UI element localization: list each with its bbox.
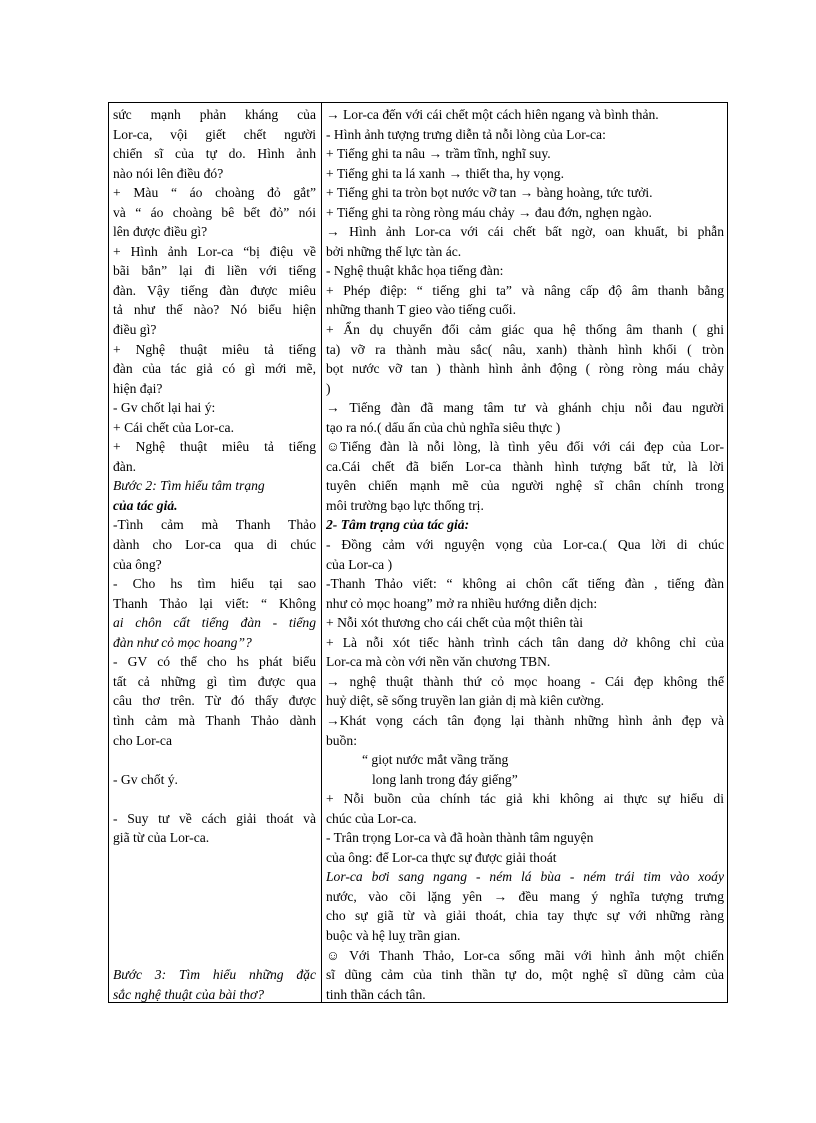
left-line xyxy=(113,926,316,946)
left-line: - Gv chốt ý. xyxy=(113,771,178,787)
left-line: chiến sĩ của tự do. Hình ảnh xyxy=(113,146,316,162)
right-line: như cỏ mọc hoang” mở ra nhiều hướng diễn dịch: xyxy=(326,595,598,611)
right-line: Lor-ca mà còn với nền văn chương TBN. xyxy=(326,654,551,670)
left-line: Bước 3: Tìm hiểu những đặc xyxy=(113,967,316,983)
right-line: ca.Cái chết đã biến Lor-ca thành hình tượng bất tử, là lời xyxy=(326,458,724,474)
left-line xyxy=(113,750,316,770)
right-line: → nghệ thuật thành thứ cỏ mọc hoang - Cái đẹp không thể xyxy=(326,673,724,689)
content-column xyxy=(326,105,724,1004)
right-line: - Trân trọng Lor-ca và đã hoàn thành tâm nguyện xyxy=(326,830,594,846)
left-line: đàn. xyxy=(113,458,137,474)
left-line: hiện đại? xyxy=(113,380,163,396)
right-line: - Đồng cảm với nguyện vọng của Lor-ca.( Qua lời di chúc xyxy=(326,537,724,553)
right-line: buộc và hệ luỵ trần gian. xyxy=(326,927,461,943)
right-line: → Tiếng đàn đã mang tâm tư và ghánh chịu nỗi đau người xyxy=(326,400,724,416)
right-line: →Khát vọng cách tân đọng lại thành những hình ảnh đẹp và xyxy=(326,712,724,728)
left-line: cho Lor-ca xyxy=(113,732,172,748)
left-line xyxy=(113,848,316,868)
right-line: tuyên chiến mạnh mẽ của người nghệ sĩ chân chính trong xyxy=(326,478,724,494)
left-line: - Cho hs tìm hiểu tại sao xyxy=(113,576,316,592)
right-line: tinh thần cách tân. xyxy=(326,986,426,1002)
right-line: + Tiếng ghi ta lá xanh → thiết tha, hy vọng. xyxy=(326,165,564,181)
left-line: của ông? xyxy=(113,556,162,572)
right-line: huỷ diệt, sẽ sống truyền lan giản dị mà kiên cường. xyxy=(326,693,605,709)
left-line: lên được điều gì? xyxy=(113,224,208,240)
left-line: + Nghệ thuật miêu tả tiếng xyxy=(113,439,316,455)
teacher-activities-column xyxy=(113,105,316,1004)
left-line: dành cho Lor-ca qua di chúc xyxy=(113,537,316,553)
right-line: -Thanh Thảo viết: “ không ai chôn cất tiếng đàn , tiếng đàn xyxy=(326,576,724,592)
right-line: ta) vỡ ra thành màu sắc( nâu, xanh) thành hình khối ( tròn xyxy=(326,341,724,357)
right-line: + Tiếng ghi ta tròn bọt nước vỡ tan → bàng hoàng, tức tưởi. xyxy=(326,185,653,201)
left-line: giã từ của Lor-ca. xyxy=(113,830,210,846)
right-line: ) xyxy=(326,380,331,396)
right-line: + Tiếng ghi ta ròng ròng máu chảy → đau đớn, nghẹn ngào. xyxy=(326,204,652,220)
left-line: + Cái chết của Lor-ca. xyxy=(113,419,234,435)
left-line: tình cảm mà Thanh Thảo dành xyxy=(113,712,316,728)
right-line: - Hình ảnh tượng trưng diễn tả nỗi lòng của Lor-ca: xyxy=(326,126,606,142)
left-line: bãi bắn” lại đi liền với tiếng xyxy=(113,263,316,279)
right-line: + Nỗi buồn của chính tác giả khi không ai thực sự hiểu di xyxy=(326,791,724,807)
right-line: bọt nước vỡ tan ) thành hình ảnh động ( ròng ròng máu chảy xyxy=(326,361,724,377)
left-line: đàn như cỏ mọc hoang”? xyxy=(113,634,252,650)
left-line: -Tình cảm mà Thanh Thảo xyxy=(113,517,316,533)
left-line: + Nghệ thuật miêu tả tiếng xyxy=(113,341,316,357)
left-line: - GV có thể cho hs phát biểu xyxy=(113,654,316,670)
left-line xyxy=(113,946,316,966)
left-line: + Hình ảnh Lor-ca “bị điệu về xyxy=(113,243,316,259)
right-line: → Lor-ca đến với cái chết một cách hiên ngang và bình thản. xyxy=(326,107,659,122)
left-line: - Gv chốt lại hai ý: xyxy=(113,400,216,416)
left-line: - Suy tư về cách giải thoát và xyxy=(113,810,316,826)
left-line: + Màu “ áo choàng đỏ gắt” xyxy=(113,185,316,201)
left-line: Lor-ca, vội giết chết người xyxy=(113,126,316,142)
right-line: “ giọt nước mắt vầng trăng xyxy=(362,752,509,768)
left-line: đàn của tác giả có gì mới mẽ, xyxy=(113,361,316,377)
right-line: + Ẩn dụ chuyển đổi cảm giác qua hệ thống âm thanh ( ghi xyxy=(326,322,724,338)
left-line: sức mạnh phản kháng của xyxy=(113,107,316,122)
right-line: chúc của Lor-ca. xyxy=(326,810,417,826)
column-divider xyxy=(321,103,322,1002)
right-line: cho sự giã từ và giải thoát, chia tay thực sự với những ràng xyxy=(326,908,724,924)
right-line: của Lor-ca ) xyxy=(326,556,393,572)
right-line: long lanh trong đáy giếng” xyxy=(372,771,518,787)
left-line: tất cả những gì tìm được qua xyxy=(113,673,316,689)
right-line: Lor-ca bơi sang ngang - ném lá bùa - ném trái tim vào xoáy xyxy=(326,869,724,885)
left-line: và “ áo choàng bê bết đỏ” nói xyxy=(113,204,316,220)
right-line: - Nghệ thuật khắc họa tiếng đàn: xyxy=(326,263,504,279)
left-line: điều gì? xyxy=(113,322,157,338)
right-line: + Là nỗi xót tiếc hành trình cách tân dang dở không chỉ của xyxy=(326,634,724,650)
left-line: sắc nghệ thuật của bài thơ? xyxy=(113,986,265,1002)
left-line: nào nói lên điều đó? xyxy=(113,165,224,181)
right-line: + Phép điệp: “ tiếng ghi ta” và nâng cấp độ âm thanh bằng xyxy=(326,282,724,298)
left-line xyxy=(113,789,316,809)
right-line: nước, vào cõi lặng yên → đều mang ý nghĩa tượng trưng xyxy=(326,888,724,904)
left-line: đàn. Vậy tiếng đàn được miêu xyxy=(113,282,316,298)
left-line: ai chôn cất tiếng đàn - tiếng xyxy=(113,615,316,631)
left-line: câu thơ trên. Từ đó thấy được xyxy=(113,693,316,709)
right-line: 2- Tâm trạng của tác giả: xyxy=(326,517,470,533)
right-line: sĩ dũng cảm của tinh thần tự do, một nghệ sĩ dũng cảm của xyxy=(326,967,724,983)
right-line: của ông: để Lor-ca thực sự được giải thoát xyxy=(326,849,557,865)
right-line: ☺ Với Thanh Thảo, Lor-ca sống mãi với hình ảnh một chiến xyxy=(326,947,724,963)
left-line: Bước 2: Tìm hiểu tâm trạng xyxy=(113,478,265,494)
right-line: môi trường bạo lực thống trị. xyxy=(326,497,484,513)
left-line xyxy=(113,906,316,926)
right-line: + Tiếng ghi ta nâu → trầm tĩnh, nghĩ suy. xyxy=(326,146,551,162)
right-line: tạo ra nó.( dấu ấn của chủ nghĩa siêu thực ) xyxy=(326,419,561,435)
right-line: + Nỗi xót thương cho cái chết của một thiên tài xyxy=(326,615,584,631)
left-line xyxy=(113,867,316,887)
right-line: ☺Tiếng đàn là nỗi lòng, là tình yêu đối với cái đẹp của Lor- xyxy=(326,439,724,455)
left-line xyxy=(113,887,316,907)
right-line: bởi những thế lực tàn ác. xyxy=(326,243,462,259)
left-line: của tác giả. xyxy=(113,497,178,513)
right-line: → Hình ảnh Lor-ca với cái chết bất ngờ, oan khuất, bi phẫn xyxy=(326,224,724,240)
right-line: những thanh T gieo vào tiếng cuối. xyxy=(326,302,516,318)
left-line: tả như thế nào? Nó biểu hiện xyxy=(113,302,316,318)
right-line: buồn: xyxy=(326,732,357,748)
lesson-table xyxy=(108,102,728,1003)
left-line: Thanh Thảo lại viết: “ Không xyxy=(113,595,316,611)
